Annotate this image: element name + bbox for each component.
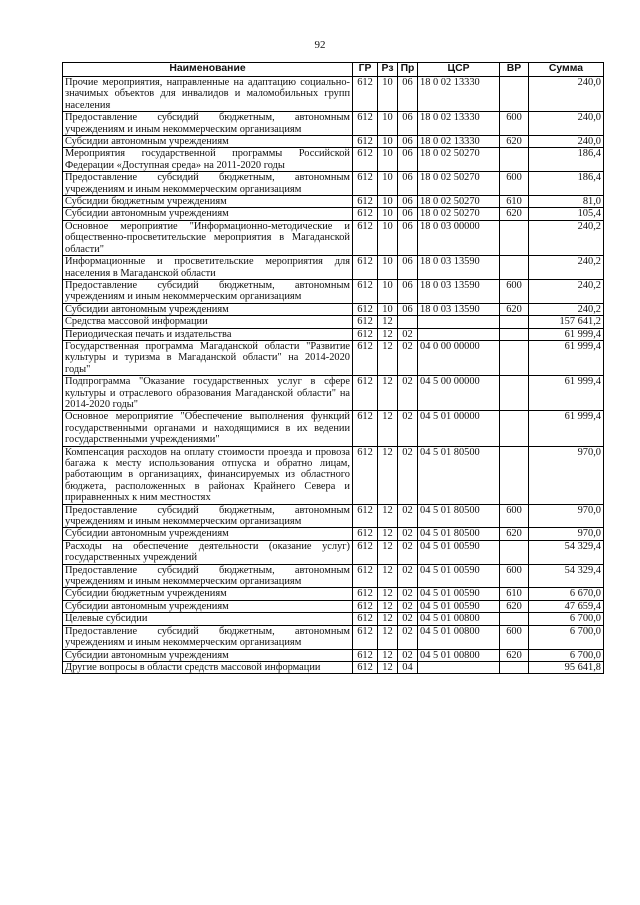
cell-sum: 81,0 bbox=[529, 196, 604, 208]
cell-pr: 02 bbox=[398, 328, 418, 340]
cell-name: Государственная программа Магаданской области "Развитие культуры и туризма в Магаданской области" на 2014-2020 годы" bbox=[63, 340, 353, 375]
cell-pr: 06 bbox=[398, 279, 418, 303]
cell-name: Субсидии бюджетным учреждениям bbox=[63, 196, 353, 208]
cell-name: Предоставление субсидий бюджетным, автономным учреждениям и иным некоммерческим организациям bbox=[63, 172, 353, 196]
cell-gr: 612 bbox=[353, 540, 378, 564]
table-row bbox=[63, 600, 604, 612]
table-row bbox=[63, 77, 604, 112]
cell-vr: 600 bbox=[500, 172, 529, 196]
cell-pr: 04 bbox=[398, 661, 418, 673]
cell-gr: 612 bbox=[353, 649, 378, 661]
cell-rz: 12 bbox=[378, 528, 398, 540]
cell-name: Основное мероприятие "Обеспечение выполнения функций государственными органами и находящимися в их ведении государственными учреждениями" bbox=[63, 411, 353, 446]
cell-rz: 10 bbox=[378, 148, 398, 172]
cell-pr: 02 bbox=[398, 600, 418, 612]
cell-name: Другие вопросы в области средств массовой информации bbox=[63, 661, 353, 673]
table-row bbox=[63, 208, 604, 220]
cell-gr: 612 bbox=[353, 220, 378, 255]
cell-rz: 12 bbox=[378, 564, 398, 588]
cell-gr: 612 bbox=[353, 303, 378, 315]
header-sum: Сумма bbox=[529, 63, 604, 77]
table-row bbox=[63, 112, 604, 136]
cell-name: Субсидии автономным учреждениям bbox=[63, 649, 353, 661]
cell-csr bbox=[418, 328, 500, 340]
cell-rz: 10 bbox=[378, 279, 398, 303]
cell-name: Субсидии автономным учреждениям bbox=[63, 600, 353, 612]
cell-vr bbox=[500, 613, 529, 625]
table-row bbox=[63, 528, 604, 540]
table-row bbox=[63, 220, 604, 255]
cell-name: Субсидии автономным учреждениям bbox=[63, 528, 353, 540]
cell-sum: 105,4 bbox=[529, 208, 604, 220]
cell-rz: 10 bbox=[378, 77, 398, 112]
cell-vr: 620 bbox=[500, 528, 529, 540]
cell-sum: 186,4 bbox=[529, 148, 604, 172]
cell-vr: 610 bbox=[500, 588, 529, 600]
cell-pr: 02 bbox=[398, 613, 418, 625]
header-rz: Рз bbox=[378, 63, 398, 77]
header-csr: ЦСР bbox=[418, 63, 500, 77]
table-row bbox=[63, 564, 604, 588]
table-row bbox=[63, 303, 604, 315]
cell-gr: 612 bbox=[353, 340, 378, 375]
cell-csr: 04 5 01 00800 bbox=[418, 625, 500, 649]
table-row bbox=[63, 613, 604, 625]
cell-csr: 04 5 01 00800 bbox=[418, 649, 500, 661]
cell-csr: 04 5 00 00000 bbox=[418, 376, 500, 411]
cell-csr: 18 0 02 50270 bbox=[418, 208, 500, 220]
cell-rz: 12 bbox=[378, 588, 398, 600]
cell-vr bbox=[500, 328, 529, 340]
cell-sum: 240,2 bbox=[529, 303, 604, 315]
cell-pr: 06 bbox=[398, 256, 418, 280]
cell-gr: 612 bbox=[353, 172, 378, 196]
cell-csr: 04 5 01 00590 bbox=[418, 540, 500, 564]
cell-pr: 06 bbox=[398, 148, 418, 172]
cell-rz: 12 bbox=[378, 316, 398, 328]
cell-vr: 610 bbox=[500, 196, 529, 208]
table-row bbox=[63, 256, 604, 280]
cell-rz: 12 bbox=[378, 625, 398, 649]
cell-pr: 02 bbox=[398, 564, 418, 588]
cell-rz: 10 bbox=[378, 196, 398, 208]
cell-pr: 02 bbox=[398, 504, 418, 528]
table-row bbox=[63, 196, 604, 208]
cell-gr: 612 bbox=[353, 208, 378, 220]
cell-name: Подпрограмма "Оказание государственных услуг в сфере культуры и отраслевого образования Магаданской области" на 2014-2020 годы" bbox=[63, 376, 353, 411]
cell-sum: 61 999,4 bbox=[529, 328, 604, 340]
cell-sum: 970,0 bbox=[529, 504, 604, 528]
table-row bbox=[63, 376, 604, 411]
table-row bbox=[63, 328, 604, 340]
cell-sum: 61 999,4 bbox=[529, 411, 604, 446]
cell-gr: 612 bbox=[353, 328, 378, 340]
cell-gr: 612 bbox=[353, 564, 378, 588]
cell-csr: 18 0 03 13590 bbox=[418, 256, 500, 280]
cell-sum: 6 700,0 bbox=[529, 649, 604, 661]
cell-vr: 620 bbox=[500, 136, 529, 148]
cell-sum: 6 700,0 bbox=[529, 625, 604, 649]
page-number: 92 bbox=[314, 39, 326, 51]
cell-gr: 612 bbox=[353, 112, 378, 136]
cell-vr: 600 bbox=[500, 625, 529, 649]
cell-rz: 10 bbox=[378, 136, 398, 148]
cell-pr: 06 bbox=[398, 303, 418, 315]
cell-gr: 612 bbox=[353, 528, 378, 540]
header-pr: Пр bbox=[398, 63, 418, 77]
cell-rz: 10 bbox=[378, 208, 398, 220]
cell-rz: 12 bbox=[378, 328, 398, 340]
cell-sum: 240,2 bbox=[529, 256, 604, 280]
cell-name: Предоставление субсидий бюджетным, автономным учреждениям и иным некоммерческим организациям bbox=[63, 564, 353, 588]
cell-csr: 04 5 01 00590 bbox=[418, 588, 500, 600]
table-row bbox=[63, 148, 604, 172]
cell-csr: 18 0 02 13330 bbox=[418, 112, 500, 136]
cell-pr: 06 bbox=[398, 172, 418, 196]
cell-name: Предоставление субсидий бюджетным, автономным учреждениям и иным некоммерческим организациям bbox=[63, 112, 353, 136]
header-gr: ГР bbox=[353, 63, 378, 77]
table-row bbox=[63, 136, 604, 148]
table-row bbox=[63, 504, 604, 528]
cell-pr: 06 bbox=[398, 112, 418, 136]
table-row bbox=[63, 172, 604, 196]
cell-csr: 04 5 01 00000 bbox=[418, 411, 500, 446]
cell-rz: 10 bbox=[378, 172, 398, 196]
cell-vr: 600 bbox=[500, 504, 529, 528]
table-row bbox=[63, 340, 604, 375]
cell-csr: 18 0 02 13330 bbox=[418, 77, 500, 112]
cell-pr: 02 bbox=[398, 340, 418, 375]
cell-sum: 47 659,4 bbox=[529, 600, 604, 612]
cell-pr bbox=[398, 316, 418, 328]
cell-name: Предоставление субсидий бюджетным, автономным учреждениям и иным некоммерческим организациям bbox=[63, 504, 353, 528]
cell-gr: 612 bbox=[353, 256, 378, 280]
table-header-row bbox=[63, 63, 604, 77]
table-row bbox=[63, 411, 604, 446]
cell-name: Расходы на обеспечение деятельности (оказание услуг) государственных учреждений bbox=[63, 540, 353, 564]
table-row bbox=[63, 316, 604, 328]
cell-rz: 12 bbox=[378, 376, 398, 411]
cell-vr bbox=[500, 256, 529, 280]
cell-vr bbox=[500, 316, 529, 328]
cell-rz: 12 bbox=[378, 649, 398, 661]
cell-rz: 10 bbox=[378, 256, 398, 280]
table-row bbox=[63, 279, 604, 303]
cell-csr: 18 0 02 13330 bbox=[418, 136, 500, 148]
cell-csr: 04 5 01 00800 bbox=[418, 613, 500, 625]
cell-sum: 240,0 bbox=[529, 77, 604, 112]
cell-pr: 02 bbox=[398, 446, 418, 504]
header-name: Наименование bbox=[63, 63, 353, 77]
cell-pr: 02 bbox=[398, 588, 418, 600]
cell-vr: 620 bbox=[500, 303, 529, 315]
cell-rz: 12 bbox=[378, 446, 398, 504]
table-row bbox=[63, 625, 604, 649]
cell-vr: 600 bbox=[500, 564, 529, 588]
cell-vr bbox=[500, 540, 529, 564]
cell-name: Целевые субсидии bbox=[63, 613, 353, 625]
cell-csr: 04 5 01 00590 bbox=[418, 564, 500, 588]
cell-rz: 12 bbox=[378, 613, 398, 625]
cell-gr: 612 bbox=[353, 411, 378, 446]
cell-sum: 6 670,0 bbox=[529, 588, 604, 600]
cell-sum: 970,0 bbox=[529, 446, 604, 504]
cell-csr: 04 0 00 00000 bbox=[418, 340, 500, 375]
cell-csr bbox=[418, 316, 500, 328]
cell-vr bbox=[500, 376, 529, 411]
cell-rz: 12 bbox=[378, 540, 398, 564]
cell-sum: 6 700,0 bbox=[529, 613, 604, 625]
cell-name: Субсидии автономным учреждениям bbox=[63, 303, 353, 315]
cell-gr: 612 bbox=[353, 196, 378, 208]
cell-name: Прочие мероприятия, направленные на адаптацию социально-значимых объектов для инвалидов и маломобильных групп населения bbox=[63, 77, 353, 112]
cell-name: Основное мероприятие "Информационно-методические и общественно-просветительские мероприятия в Магаданской области" bbox=[63, 220, 353, 255]
cell-gr: 612 bbox=[353, 588, 378, 600]
table-row bbox=[63, 649, 604, 661]
table-row bbox=[63, 540, 604, 564]
cell-rz: 12 bbox=[378, 411, 398, 446]
cell-gr: 612 bbox=[353, 661, 378, 673]
cell-gr: 612 bbox=[353, 376, 378, 411]
cell-sum: 240,2 bbox=[529, 279, 604, 303]
cell-name: Субсидии автономным учреждениям bbox=[63, 136, 353, 148]
cell-csr: 04 5 01 00590 bbox=[418, 600, 500, 612]
cell-gr: 612 bbox=[353, 316, 378, 328]
cell-gr: 612 bbox=[353, 613, 378, 625]
cell-pr: 02 bbox=[398, 411, 418, 446]
cell-csr: 04 5 01 80500 bbox=[418, 528, 500, 540]
cell-vr: 600 bbox=[500, 112, 529, 136]
cell-pr: 02 bbox=[398, 528, 418, 540]
cell-pr: 02 bbox=[398, 625, 418, 649]
cell-csr: 04 5 01 80500 bbox=[418, 446, 500, 504]
cell-gr: 612 bbox=[353, 600, 378, 612]
cell-pr: 06 bbox=[398, 196, 418, 208]
cell-vr bbox=[500, 340, 529, 375]
cell-csr: 18 0 03 13590 bbox=[418, 303, 500, 315]
cell-vr bbox=[500, 446, 529, 504]
cell-rz: 12 bbox=[378, 504, 398, 528]
cell-pr: 02 bbox=[398, 649, 418, 661]
cell-sum: 54 329,4 bbox=[529, 564, 604, 588]
table-row bbox=[63, 446, 604, 504]
budget-table bbox=[62, 62, 604, 674]
cell-rz: 10 bbox=[378, 303, 398, 315]
cell-gr: 612 bbox=[353, 136, 378, 148]
cell-csr: 18 0 02 50270 bbox=[418, 196, 500, 208]
cell-vr: 620 bbox=[500, 600, 529, 612]
cell-sum: 970,0 bbox=[529, 528, 604, 540]
header-vr: ВР bbox=[500, 63, 529, 77]
cell-sum: 61 999,4 bbox=[529, 376, 604, 411]
cell-csr: 18 0 03 13590 bbox=[418, 279, 500, 303]
cell-vr bbox=[500, 411, 529, 446]
cell-pr: 06 bbox=[398, 208, 418, 220]
cell-pr: 02 bbox=[398, 540, 418, 564]
cell-csr: 18 0 03 00000 bbox=[418, 220, 500, 255]
cell-sum: 95 641,8 bbox=[529, 661, 604, 673]
cell-rz: 12 bbox=[378, 340, 398, 375]
cell-pr: 06 bbox=[398, 77, 418, 112]
cell-rz: 10 bbox=[378, 112, 398, 136]
cell-csr: 18 0 02 50270 bbox=[418, 148, 500, 172]
cell-vr bbox=[500, 148, 529, 172]
cell-rz: 10 bbox=[378, 220, 398, 255]
cell-gr: 612 bbox=[353, 148, 378, 172]
cell-sum: 61 999,4 bbox=[529, 340, 604, 375]
table-body bbox=[63, 77, 604, 674]
cell-pr: 06 bbox=[398, 136, 418, 148]
table-row bbox=[63, 661, 604, 673]
cell-sum: 157 641,2 bbox=[529, 316, 604, 328]
cell-name: Предоставление субсидий бюджетным, автономным учреждениям и иным некоммерческим организациям bbox=[63, 279, 353, 303]
cell-gr: 612 bbox=[353, 279, 378, 303]
cell-name: Предоставление субсидий бюджетным, автономным учреждениям и иным некоммерческим организациям bbox=[63, 625, 353, 649]
cell-pr: 02 bbox=[398, 376, 418, 411]
cell-sum: 240,0 bbox=[529, 136, 604, 148]
cell-pr: 06 bbox=[398, 220, 418, 255]
cell-gr: 612 bbox=[353, 446, 378, 504]
cell-sum: 54 329,4 bbox=[529, 540, 604, 564]
cell-gr: 612 bbox=[353, 504, 378, 528]
cell-vr bbox=[500, 220, 529, 255]
cell-vr bbox=[500, 661, 529, 673]
cell-gr: 612 bbox=[353, 625, 378, 649]
cell-sum: 186,4 bbox=[529, 172, 604, 196]
cell-rz: 12 bbox=[378, 600, 398, 612]
cell-csr bbox=[418, 661, 500, 673]
cell-csr: 18 0 02 50270 bbox=[418, 172, 500, 196]
cell-gr: 612 bbox=[353, 77, 378, 112]
cell-sum: 240,0 bbox=[529, 112, 604, 136]
cell-rz: 12 bbox=[378, 661, 398, 673]
cell-vr bbox=[500, 77, 529, 112]
cell-vr: 620 bbox=[500, 208, 529, 220]
cell-csr: 04 5 01 80500 bbox=[418, 504, 500, 528]
cell-name: Средства массовой информации bbox=[63, 316, 353, 328]
cell-vr: 600 bbox=[500, 279, 529, 303]
cell-name: Мероприятия государственной программы Российской Федерации «Доступная среда» на 2011-2020 годы bbox=[63, 148, 353, 172]
cell-name: Информационные и просветительские мероприятия для населения в Магаданской области bbox=[63, 256, 353, 280]
cell-name: Компенсация расходов на оплату стоимости проезда и провоза багажа к месту использования отпуска и обратно лицам, работающим в организациях, финансируемых из областного бюджета, расположенных в районах Крайнего Севера и приравненных к ним местностях bbox=[63, 446, 353, 504]
cell-name: Субсидии автономным учреждениям bbox=[63, 208, 353, 220]
table-row bbox=[63, 588, 604, 600]
cell-name: Субсидии бюджетным учреждениям bbox=[63, 588, 353, 600]
cell-vr: 620 bbox=[500, 649, 529, 661]
cell-sum: 240,2 bbox=[529, 220, 604, 255]
cell-name: Периодическая печать и издательства bbox=[63, 328, 353, 340]
